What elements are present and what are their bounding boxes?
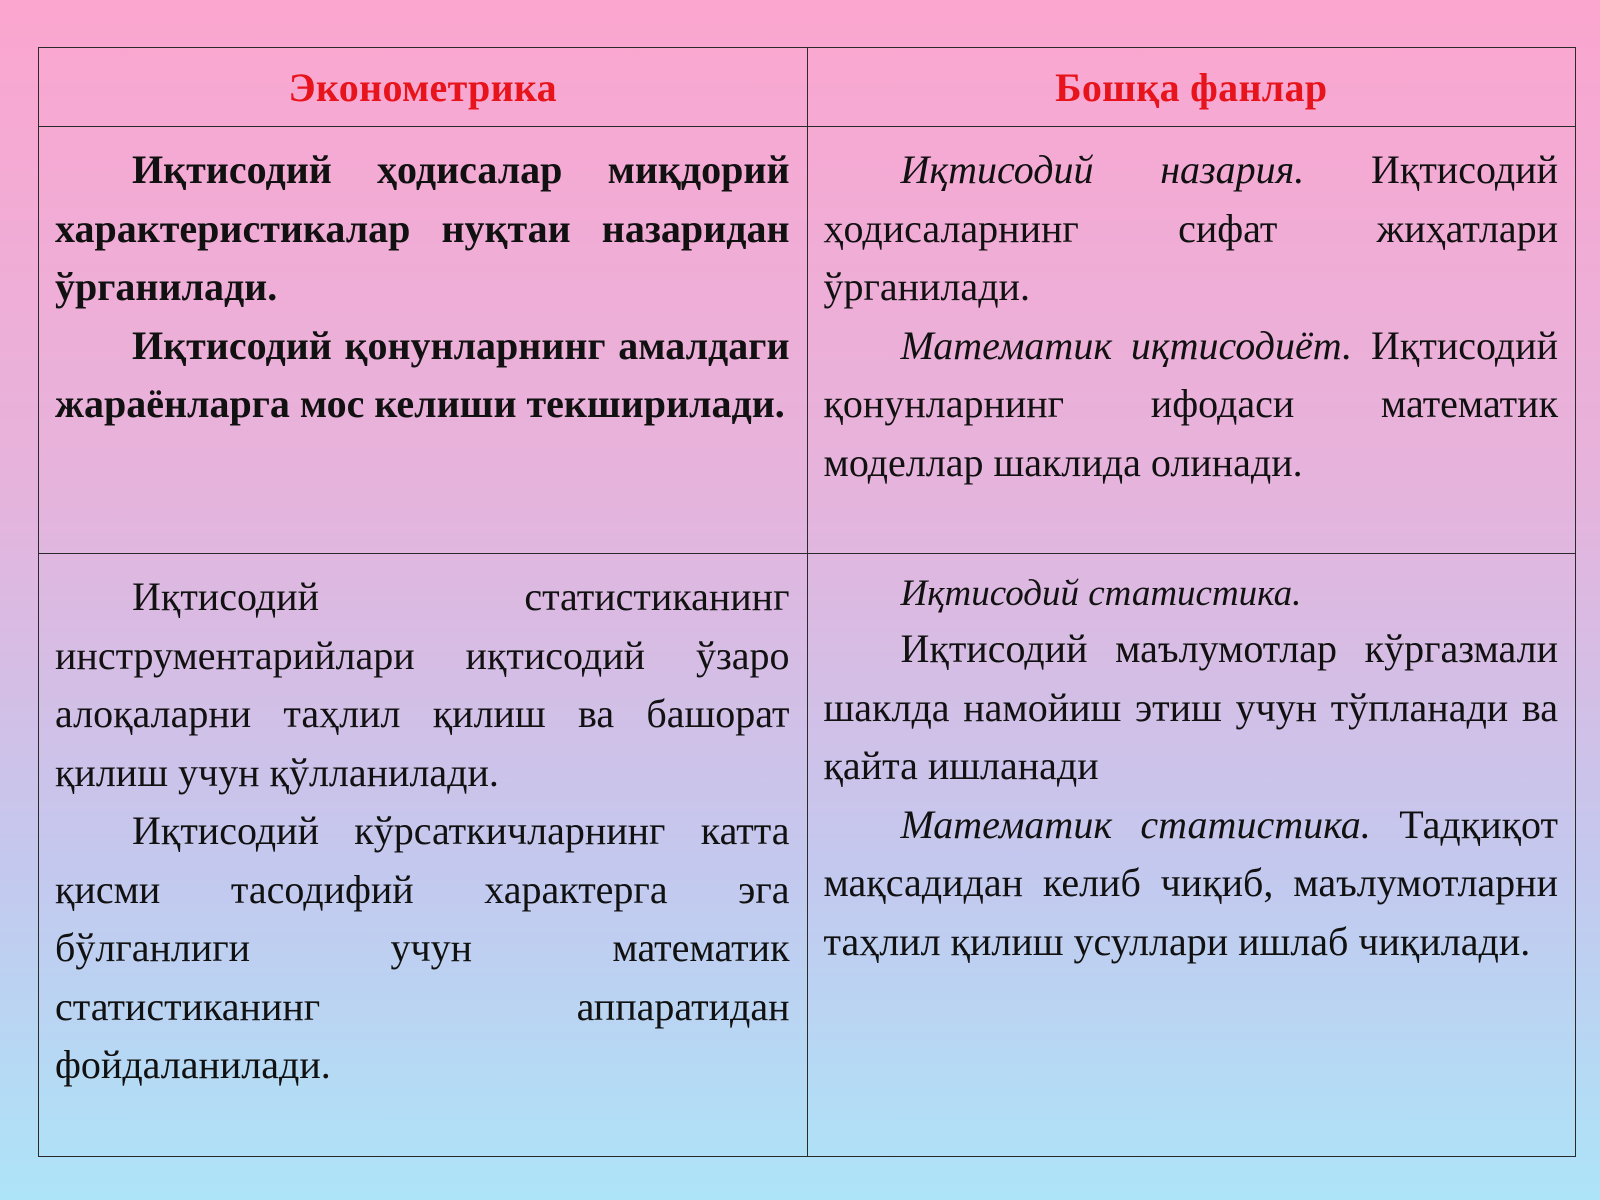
economic-theory-text: Иқтисодий ҳодисаларнинг сифат жиҳатлари ўрганилади.: [823, 147, 1558, 309]
economic-theory-paragraph: [824, 141, 1559, 317]
math-statistics-paragraph: [824, 796, 1559, 972]
comparison-table-container: [38, 47, 1576, 1157]
header-econometrics: Эконометрика: [39, 48, 808, 127]
cell-other-subjects-1: [807, 127, 1576, 554]
econometrics-paragraph-1: Иқтисодий ҳодисалар миқдорий характеристикалар нуқтаи назаридан ўрганилади.: [55, 147, 790, 309]
math-economics-term: Математик иқтисодиёт.: [900, 322, 1353, 368]
economic-statistics-paragraph: Иқтисодий маълумотлар кўргазмали шаклда намойиш этиш учун тўпланади ва қайта ишланади: [823, 626, 1558, 788]
table-row: [39, 127, 1576, 554]
econometrics-paragraph-2: Иқтисодий қонунларнинг амалдаги жараёнларга мос келиши текширилади.: [55, 322, 790, 426]
math-statistics-term: Математик статистика.: [900, 801, 1371, 847]
header-other-subjects: Бошқа фанлар: [807, 48, 1576, 127]
economic-theory-term: Иқтисодий назария.: [900, 147, 1305, 192]
math-statistics-text: Тадқиқот мақсадидан келиб чиқиб, маълумотларни таҳлил қилиш усуллари ишлаб чиқилади.: [823, 801, 1558, 964]
header-row: [39, 48, 1576, 127]
comparison-table: [38, 47, 1576, 1157]
economic-statistics-heading: Иқтисодий статистика.: [900, 573, 1302, 614]
econometrics-paragraph-4: Иқтисодий кўрсаткичларнинг катта қисми тасодифий характерга эга бўлганлиги учун математик статистиканинг аппаратидан фойдаланилади.: [55, 808, 790, 1087]
math-economics-paragraph: [824, 317, 1559, 493]
cell-other-subjects-2: [807, 554, 1576, 1157]
cell-econometrics-2: [39, 554, 808, 1157]
table-row: [39, 554, 1576, 1157]
econometrics-paragraph-3: Иқтисодий статистиканинг инструментарийлари иқтисодий ўзаро алоқаларни таҳлил қилиш ва башорат қилиш учун қўлланилади.: [55, 574, 790, 795]
math-economics-text: Иқтисодий қонунларнинг ифодаси математик моделлар шаклида олинади.: [823, 322, 1558, 485]
cell-econometrics-1: [39, 127, 808, 554]
